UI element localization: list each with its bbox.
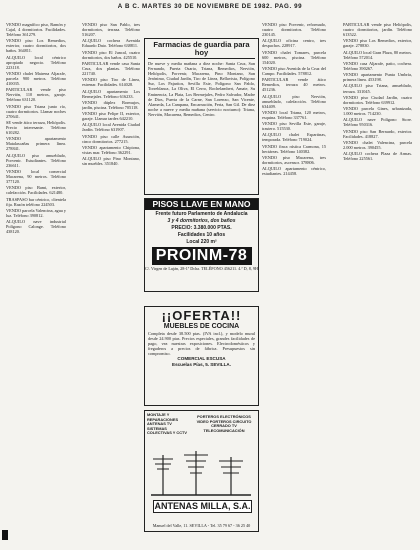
pisos-line2: 3 y 4 dormitorios, dos baños — [167, 218, 236, 224]
pisos-title: PISOS LLAVE EN MANO — [145, 199, 258, 210]
pharmacy-title: Farmacias de guardia para hoy — [148, 41, 255, 59]
oferta-address: Escuelas Pías, 5. SEVILLA. — [172, 361, 231, 367]
pisos-ad — [144, 198, 259, 292]
classified-ad: TRASPASO bar céntrico, clientela fija. Razón teléfono 224503. — [6, 196, 66, 207]
classified-ad: VENDO dúplex Bormujos, jardín, piscina. Teléfono 705118. — [82, 99, 140, 110]
pisos-line4: Local 220 m² — [186, 239, 217, 245]
classified-ad: ALQUILO local Gran Plaza, 80 metros. Teléfono 572014. — [343, 49, 412, 60]
antenas-right-head: PORTEROS ELECTRÓNICOS VIDEO PORTEROS CIRCUITO CERRADO TV TELECOMUNICACIÓN — [196, 414, 252, 433]
scan-mark — [2, 530, 8, 540]
proinm-logo: PROINM-78 — [152, 247, 252, 265]
classified-ad: VENDO piso Triana junto río, cuatro dormitorios. Llamar noches 270641. — [6, 103, 66, 119]
pisos-address: C/. Virgen de Luján, 28-1º Dcha. TELÉFONO 456211. 4.ª D, 8, 9H — [145, 266, 259, 271]
classified-ad: VENDO piso Los Remedios, exterior, garaje. 278830. — [343, 38, 412, 49]
classified-ad: ALQUILO cochera Plaza de Armas. Teléfono 225561. — [343, 151, 412, 162]
classified-ad: VENDO local Triana, 120 metros, esquina. Teléfono 337761. — [262, 109, 326, 120]
classified-ad: VENDO chalet Tomares, parcela 600 metros, piscina. Teléfono 154020. — [262, 49, 326, 65]
oferta-body: Completa desde 38.500 ptas. (IVA incl.), y modelo mural desde 24.900 ptas. Precios especiales, grandes facilidades de pago, vea nuestras exposiciones. Electrodomésticos y fregaderos a precios de fábrica. Presupuestos sin compromiso. — [148, 331, 255, 356]
classified-ad: PARTICULAR vende piso Heliópolis, cuatro dormitorios, jardín. Teléfono 613522. — [343, 22, 412, 38]
classified-ad: VENDO chalet Mairena Aljarafe, parcela 900 metros. Teléfono 410035. — [6, 70, 66, 87]
classified-ad: ALQUILO nave industrial Polígono Calonge. Teléfono 438120. — [6, 219, 66, 235]
classified-ad: ALQUILO local Avenida Ciudad Jardín. Teléfono 631907. — [82, 122, 140, 133]
classified-ad: ALQUILO piso Triana, amueblado, terraza. 331045. — [343, 83, 412, 94]
classified-ad: ALQUILO piso Pino Montano, sin muebles. 351840. — [82, 156, 140, 167]
classified-ad: VENDO chalet Valencina, parcela 2.000 metros. 390455. — [343, 139, 412, 150]
classified-ad: ALQUILO apartamento céntrico, estudiantes. 214458. — [262, 166, 326, 177]
classified-ad: ALQUILO piso Nervión, amueblado, calefacción. Teléfono 634409. — [262, 93, 326, 109]
classified-ad: VENDO magnífico piso, Ramón y Cajal, 4 dormitorios. Facilidades. Teléfono 361279. — [6, 22, 66, 38]
classified-ad: VENDO piso calle Asunción, cinco dormitorios. 277215. — [82, 133, 140, 144]
classified-column-5 — [343, 22, 412, 544]
classified-ad: VENDO piso Ciudad Jardín, cuatro dormitorios. Teléfono 639912. — [343, 94, 412, 105]
classified-ad: VENDO piso El Juncal, cuatro dormitorios, dos baños. 425510. — [82, 49, 140, 60]
classified-ad: PARTICULAR vende ático Remedios, terraza 40 metros. 451236. — [262, 77, 326, 93]
antenas-ad — [144, 410, 259, 532]
classified-ad: PARTICULAR vende piso Nervión, 110 metros, garaje. Teléfono 631120. — [6, 87, 66, 103]
classified-ad: VENDO piso San Bernardo, exterior. Facilidades. 418827. — [343, 128, 412, 139]
classified-ad: VENDO parcela Valencina, agua y luz. Teléfono 390812. — [6, 207, 66, 218]
pharmacy-body: De nueve y media mañana a diez noche: Santa Cruz, San Fernando, Puerta Osario, Triana, Remedios, Nervión, Heliópolis, Porvenir, Macarena, Pino Montano, San Jerónimo, Ciudad Jardín, Tiro de Línea, Bellavista, Polígono Sur, Los Pajaritos, Sevilla Este, Polígono San Pablo, Torreblanca, La Oliva, El Cerro, Rochelambert, Amate, Su Eminencia, La Plata, Los Bermejales, Pedro Salvador, Madre de Dios, Puerta de la Carne, San Lorenzo, San Vicente, Alameda, La Campana, Encarnación, Feria, San Gil. De diez noche a nueve y media mañana (servicio nocturno): Triana, Nervión, Macarena, Remedios, Centro. — [148, 61, 255, 117]
classified-column-1 — [6, 22, 66, 544]
classified-ad: VENDO piso Los Remedios, exterior, cuatro dormitorios, dos baños. 364811. — [6, 38, 66, 54]
pisos-price: PRECIO: 3.380.000 PTAS. — [171, 225, 232, 231]
antenas-left-head: MONTAJE Y REPARACIONES ANTENAS TV SISTEMAS COLECTIVAS Y CCTV — [147, 412, 187, 436]
classified-ad: VENDO apartamento Chipiona, vistas mar. Teléfono 362291. — [82, 144, 140, 155]
classified-ad: VENDO piso Bami, exterior, calefacción. Facilidades. 621480. — [6, 185, 66, 196]
classified-ad: ALQUILO piso amueblado, Porvenir. Estudiantes. Teléfono 236611. — [6, 152, 66, 168]
classified-ad: VENDO apartamento Punta Umbría, primera línea. 453198. — [343, 72, 412, 83]
antenas-address: Manuel del Valle, 11. SEVILLA - Tel. 35 79 67 - 36 25 40 — [152, 523, 251, 528]
classified-column-2 — [82, 22, 140, 544]
classified-ad: ALQUILO nave Polígono Store. Teléfono 950316. — [343, 117, 412, 128]
classified-ad: VENDO piso Macarena, tres dormitorios, ascensor. 378806. — [262, 155, 326, 166]
classified-ad: VENDO piso Avenida de la Cruz del Campo. Facilidades. 578812. — [262, 65, 326, 76]
classified-ad: ALQUILO chalet Espartinas, temporada. Teléfono 719024. — [262, 132, 326, 143]
classified-ad: VENDO finca rústica Carmona, 15 hectáreas. Teléfono 140382. — [262, 143, 326, 154]
classified-ad: PARTICULAR vende casa Santa Cruz, dos plantas. Teléfono 221740. — [82, 60, 140, 76]
antenna-illustration — [151, 449, 251, 497]
classified-ad: ALQUILO cochera Avenida Eduardo Dato. Teléfono 638811. — [82, 38, 140, 49]
classified-ad: VENDO piso Felipe II, exterior, garaje. Llamar tardes 642210. — [82, 111, 140, 122]
classified-ad: VENDO casa Aljarafe, patio, cochera. Teléfono 390267. — [343, 60, 412, 71]
antenas-brand: ANTENAS MILLA, S.A. — [154, 501, 251, 511]
classified-ad: VENDO piso Tiro de Línea, estrenar. Facilidades. 614028. — [82, 77, 140, 88]
classified-ad: SE vende ático terraza, Heliópolis. Precio interesante. Teléfono 610282. — [6, 119, 66, 136]
classified-ad: VENDO piso Sevilla Este, garaje, trastero. 515530. — [262, 121, 326, 132]
pharmacy-notice — [144, 38, 259, 195]
oferta-subtitle: MUEBLES DE COCINA — [163, 323, 240, 330]
classified-ad: VENDO parcela Gines, urbanizada, 1.000 metros. 714230. — [343, 106, 412, 117]
classified-ad: VENDO piso Porvenir, reformado, cuatro dormitorios. Teléfono 230145. — [262, 22, 326, 38]
classified-ad: ALQUILO apartamento Los Bermejales. Teléfono 616233. — [82, 88, 140, 99]
classified-ad: VENDO local comercial Macarena, 90 metros. Teléfono 377120. — [6, 168, 66, 185]
classified-ad: VENDO apartamento Matalascañas primera línea. 278841. — [6, 136, 66, 152]
oferta-company: COMERCIAL ESCUSA — [177, 356, 226, 361]
pisos-line1: Frente futuro Parlamento de Andalucía — [155, 211, 248, 217]
oferta-title: ¡¡OFERTA!! — [161, 308, 242, 323]
pisos-line3: Facilidades 10 años — [177, 232, 226, 238]
classified-column-4 — [262, 22, 326, 544]
page-header: A B C. MARTES 30 DE NOVIEMBRE DE 1982. PAG. 99 — [117, 3, 303, 10]
classified-ad: ALQUILO oficina centro, tres despachos. 228917. — [262, 38, 326, 49]
oferta-ad — [144, 306, 259, 406]
classified-ad: ALQUILO local céntrico apropiado negocio. Teléfono 223118. — [6, 54, 66, 70]
classified-ad: VENDO piso San Pablo, tres dormitorios, terraza. Teléfono 516207. — [82, 22, 140, 38]
